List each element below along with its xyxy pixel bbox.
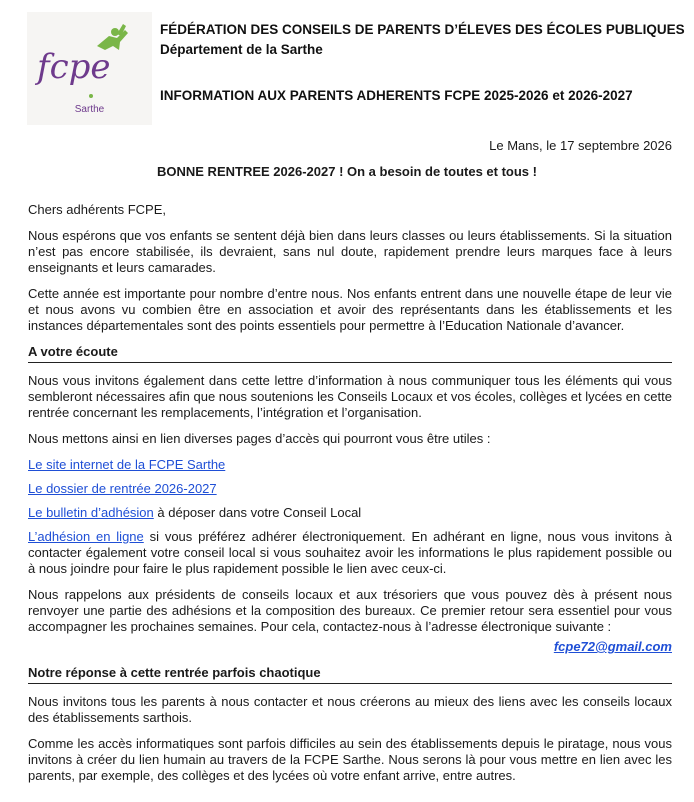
logo-subtitle: Sarthe — [74, 104, 105, 115]
section1-paragraph-2: Nous mettons ainsi en lien diverses pages d’accès qui pourront vous être utiles : — [28, 431, 491, 446]
section2-paragraph-1: Nous invitons tous les parents à nous contacter et nous créerons au mieux des liens avec les conseils locaux des établissements sarthois. — [28, 694, 672, 725]
link-site-fcpe-sarthe[interactable]: Le site internet de la FCPE Sarthe — [28, 457, 226, 472]
fcpe-logo — [27, 12, 152, 125]
link-line-site — [28, 457, 672, 473]
link-adhesion-en-ligne[interactable]: L’adhésion en ligne — [28, 529, 144, 544]
section2-paragraph-2: Comme les accès informatiques sont parfois difficiles au sein des établissements depuis le piratage, nous vous invitons à créer du lien humain au travers de la FCPE Sarthe. Nous serons là pour vous mettre en lien avec les parents, par exemple, des collèges et des lycées où votre enfant arrive, entre autres. — [28, 736, 672, 783]
letter-date: Le Mans, le 17 septembre 2026 — [489, 138, 672, 153]
rentree-title: BONNE RENTREE 2026-2027 ! On a besoin de toutes et tous ! — [157, 164, 537, 179]
intro-paragraph-2: Cette année est importante pour nombre d’entre nous. Nos enfants entrent dans une nouvelle étape de leur vie et nous avons vu combien être en association et avoir des représentants dans les établissements et les instances départementales sont des points essentiels pour permettre à l’Education Nationale d’avancer. — [28, 286, 672, 333]
link-bulletin-adhesion[interactable]: Le bulletin d’adhésion — [28, 505, 154, 520]
link-dossier-rentree[interactable]: Le dossier de rentrée 2026-2027 — [28, 481, 217, 496]
section1-paragraph-3: Nous rappelons aux présidents de conseils locaux et aux trésoriers que vous pouvez dès à présent nous renvoyer une partie des adhésions et la composition des bureaux. Ce premier retour sera essentiel pour vous accompagner les prochaines semaines. Pour cela, contactez-nous à l’adresse électronique suivante : — [28, 587, 672, 634]
adhesion-suffix: si vous préférez adhérer électroniquement. En adhérant en ligne, nous vous invitons à contacter également votre conseil local si vous souhaitez avoir les informations le plus rapidement possible ou à nous joindre pour faire le plus rapidement possible le lien avec ceux-ci. — [28, 529, 672, 576]
letter-body — [28, 202, 672, 794]
section1-paragraph-1: Nous vous invitons également dans cette lettre d’information à nous communiquer tous les éléments qui vous sembleront nécessaires afin que nous soutenions les Conseils Locaux et vos écoles, collèges et lycées en cette rentrée concernant les remplacements, l’intégration et l’organisation. — [28, 373, 672, 420]
email-line — [28, 639, 672, 655]
email-link[interactable]: fcpe72@gmail.com — [553, 639, 672, 654]
information-title: INFORMATION AUX PARENTS ADHERENTS FCPE 2025-2026 et 2026-2027 — [160, 88, 633, 103]
salutation: Chers adhérents FCPE, — [28, 202, 167, 217]
department-title: Département de la Sarthe — [160, 42, 323, 57]
bulletin-suffix: à déposer dans votre Conseil Local — [153, 505, 362, 520]
link-line-bulletin — [28, 505, 672, 521]
section-heading-ecoute: A votre écoute — [28, 344, 672, 363]
adhesion-paragraph — [28, 529, 672, 577]
logo-text: fcpe — [37, 47, 111, 87]
intro-paragraph-1: Nous espérons que vos enfants se sentent déjà bien dans leurs classes ou leurs établissements. Si la situation n’est pas encore stabilisée, ils devraient, sans nul doute, rapidement prendre leurs marques face à leurs enseignants et leurs camarades. — [28, 228, 672, 275]
federation-title: FÉDÉRATION DES CONSEILS DE PARENTS D’ÉLEVES DES ÉCOLES PUBLIQUES — [160, 22, 685, 37]
section-heading-reponse: Notre réponse à cette rentrée parfois chaotique — [28, 665, 672, 684]
link-line-dossier — [28, 481, 672, 497]
logo-dot-icon — [89, 94, 93, 98]
